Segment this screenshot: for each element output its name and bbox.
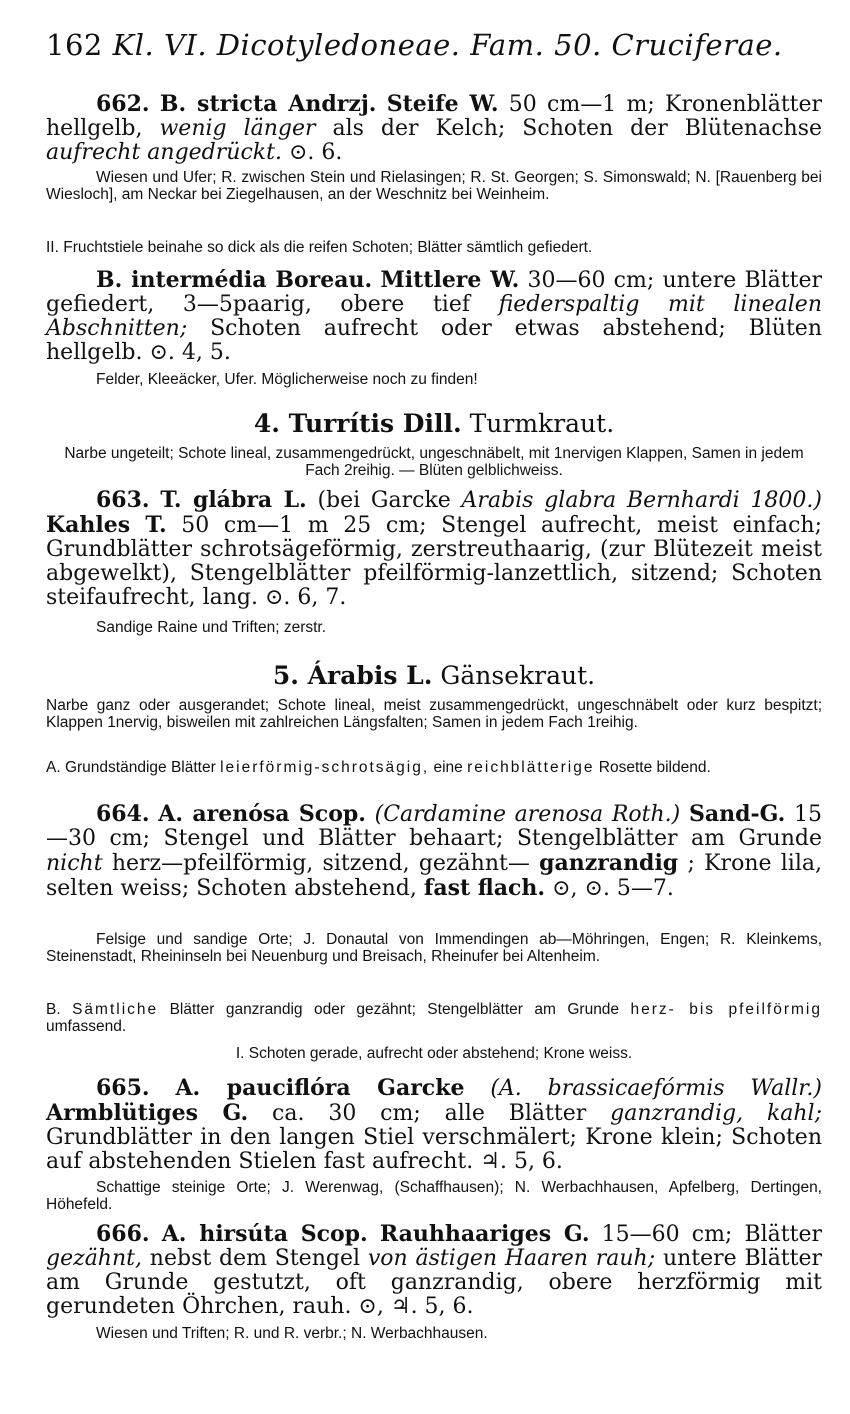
common-name: Steife W.	[386, 91, 499, 117]
entry-663	[46, 488, 822, 610]
key-section-B	[46, 1002, 822, 1035]
entry-text-bold: fast flach.	[423, 875, 546, 901]
page-number: 162	[46, 28, 103, 62]
entry-665-localities: Schattige steinige Orte; J. Werenwag, (Schaffhausen); N. Werbachhausen, Apfelberg, Dertingen, Höhefeld.	[46, 1179, 822, 1213]
key-text: Blätter ganzrandig oder gezähnt; Stengelblätter am Grunde	[169, 1001, 620, 1018]
common-name: Kahles T.	[46, 512, 167, 538]
key-text: eine	[433, 759, 463, 776]
entry-text-italic: wenig länger	[159, 116, 316, 141]
genus-heading-arabis	[46, 662, 822, 690]
species-name: B. stricta Andrzj.	[159, 91, 377, 117]
genus-common-name: Gänsekraut.	[440, 661, 596, 690]
entry-text: (bei Garcke	[317, 488, 451, 513]
entry-text: ; Krone lila, selten weiss; Schoten abstehend,	[46, 851, 822, 901]
entry-664	[46, 802, 822, 901]
key-text: B.	[46, 1001, 61, 1018]
genus-name: 4. Turrítis Dill.	[253, 409, 462, 438]
key-section-I: I. Schoten gerade, aufrecht oder abstehend; Krone weiss.	[235, 1045, 633, 1062]
genus-common-name: Turmkraut.	[469, 409, 615, 438]
common-name: Armblütiges G.	[46, 1100, 249, 1126]
genus-description-turritis: Narbe ungeteilt; Schote lineal, zusammengedrückt, ungeschnäbelt, mit 1nervigen Klappen, Samen in jedem Fach 2reihig. — Blüten gelblichweiss.	[64, 445, 804, 479]
synonym: (A. brassicaefórmis Wallr.)	[490, 1076, 822, 1101]
genus-name: 5. Árabis L.	[272, 661, 433, 690]
entry-662	[46, 92, 822, 165]
running-header	[46, 28, 816, 62]
entry-number: 664.	[96, 801, 150, 827]
entry-666	[46, 1222, 822, 1319]
entry-text: 50 cm—1 m 25 cm; Stengel aufrecht, meist einfach; Grundblätter schrotsägeförmig, zerstreuthaarig, (zur Blütezeit meist abgewelkt), Stengelblätter pfeilförmig-lanzettlich, sitzend; Schoten steifaufrecht, lang. ⊙. 6, 7.	[46, 513, 823, 610]
key-text-spaced: reichblätterige	[467, 759, 595, 776]
key-section-II: II. Fruchtstiele beinahe so dick als die reifen Schoten; Blätter sämtlich gefiedert.	[46, 239, 593, 256]
key-text-spaced: herz- bis pfeilförmig	[630, 1001, 822, 1018]
entry-text-italic: gezähnt,	[46, 1246, 142, 1271]
genus-heading-turritis	[46, 410, 822, 438]
synonym: (Cardamine arenosa Roth.)	[374, 802, 681, 827]
key-text-spaced: Sämtliche	[72, 1001, 159, 1018]
entry-text: Schoten aufrecht oder etwas abstehend; Blüten hellgelb. ⊙. 4, 5.	[46, 316, 822, 365]
entry-text: untere Blätter am Grunde gestutzt, oft ganzrandig, obere herzförmig mit gerundeten Öhrchen, rauh. ⊙, ♃. 5, 6.	[46, 1246, 823, 1319]
entry-text-italic: ganzrandig, kahl;	[610, 1101, 823, 1126]
entry-text: herz—pfeilförmig, sitzend, gezähnt—	[111, 851, 530, 876]
entry-text-bold: ganzrandig	[539, 850, 679, 876]
species-name: A. hirsúta Scop.	[161, 1221, 368, 1247]
entry-text-italic: von ästigen Haaren rauh;	[367, 1246, 656, 1271]
species-name: B. intermédia Boreau.	[96, 267, 373, 293]
entry-664-localities: Felsige und sandige Orte; J. Donautal von Immendingen ab—Möhringen, Engen; R. Kleinkems, Steinenstadt, Rheininseln bei Neuenburg und Breisach, Rheinufer bei Altenheim.	[46, 931, 822, 965]
entry-number: 665.	[96, 1075, 150, 1101]
entry-text-italic: nicht	[46, 851, 103, 876]
entry-number: 662.	[96, 91, 150, 117]
species-name: T. glábra L.	[160, 487, 307, 513]
entry-662-localities: Wiesen und Ufer; R. zwischen Stein und Rielasingen; R. St. Georgen; S. Simonswald; N. [Rauenberg bei Wiesloch], am Neckar bei Ziegelhausen, an der Weschnitz bei Weinheim.	[46, 169, 822, 203]
key-text: A. Grundständige Blätter	[46, 759, 216, 776]
common-name: Sand-G.	[688, 801, 786, 827]
entry-intermedia-localities: Felder, Kleeäcker, Ufer. Möglicherweise noch zu finden!	[96, 371, 478, 388]
entry-663-localities: Sandige Raine und Triften; zerstr.	[96, 619, 327, 636]
entry-text: 30—60 cm; untere Blätter gefiedert, 3—5paarig, obere tief	[46, 268, 822, 317]
genus-description-arabis: Narbe ganz oder ausgerandet; Schote lineal, meist zusammengedrückt, ungeschnäbelt oder kurz bespitzt; Klappen 1nervig, bisweilen mit zahlreichen Längsfalten; Samen in jedem Fach 1reihig.	[46, 697, 822, 731]
species-name: A. pauciflóra Garcke	[175, 1075, 465, 1101]
entry-text: als der Kelch; Schoten der Blütenachse	[332, 116, 823, 141]
key-section-A	[46, 760, 822, 777]
entry-text: 50 cm—1 m; Kronenblätter hellgelb,	[46, 92, 823, 141]
entry-text-italic: fiederspaltig mit linealen Abschnitten;	[46, 292, 822, 341]
entry-text: ⊙. 6.	[288, 140, 343, 165]
entry-666-localities: Wiesen und Triften; R. und R. verbr.; N. Werbachhausen.	[96, 1325, 488, 1342]
entry-text: ca. 30 cm; alle Blätter	[272, 1101, 587, 1126]
header-title: Kl. VI. Dicotyledoneae. Fam. 50. Cruciferae.	[112, 28, 783, 62]
synonym: Arabis glabra Bernhardi 1800.)	[461, 488, 823, 513]
entry-intermedia	[46, 268, 822, 365]
common-name: Rauhhaariges G.	[379, 1221, 590, 1247]
species-name: A. arenósa Scop.	[158, 801, 366, 827]
entry-text: Grundblätter in den langen Stiel verschmälert; Krone klein; Schoten auf abstehenden Stielen fast aufrecht. ♃. 5, 6.	[46, 1125, 822, 1174]
key-text: Rosette bildend.	[598, 759, 711, 776]
common-name: Mittlere W.	[380, 267, 520, 293]
entry-665	[46, 1076, 822, 1174]
key-text-spaced: leierförmig-schrotsägig,	[220, 759, 430, 776]
entry-text-italic: aufrecht angedrückt.	[46, 140, 282, 165]
entry-text: 15—60 cm; Blätter	[601, 1222, 822, 1247]
entry-text: 15—30 cm; Stengel und Blätter behaart; Stengelblätter am Grunde	[46, 802, 822, 851]
entry-text: ⊙, ⊙. 5—7.	[552, 876, 674, 901]
entry-number: 666.	[96, 1221, 150, 1247]
entry-text: nebst dem Stengel	[149, 1246, 361, 1271]
entry-number: 663.	[96, 487, 150, 513]
key-text: umfassend.	[46, 1017, 127, 1035]
